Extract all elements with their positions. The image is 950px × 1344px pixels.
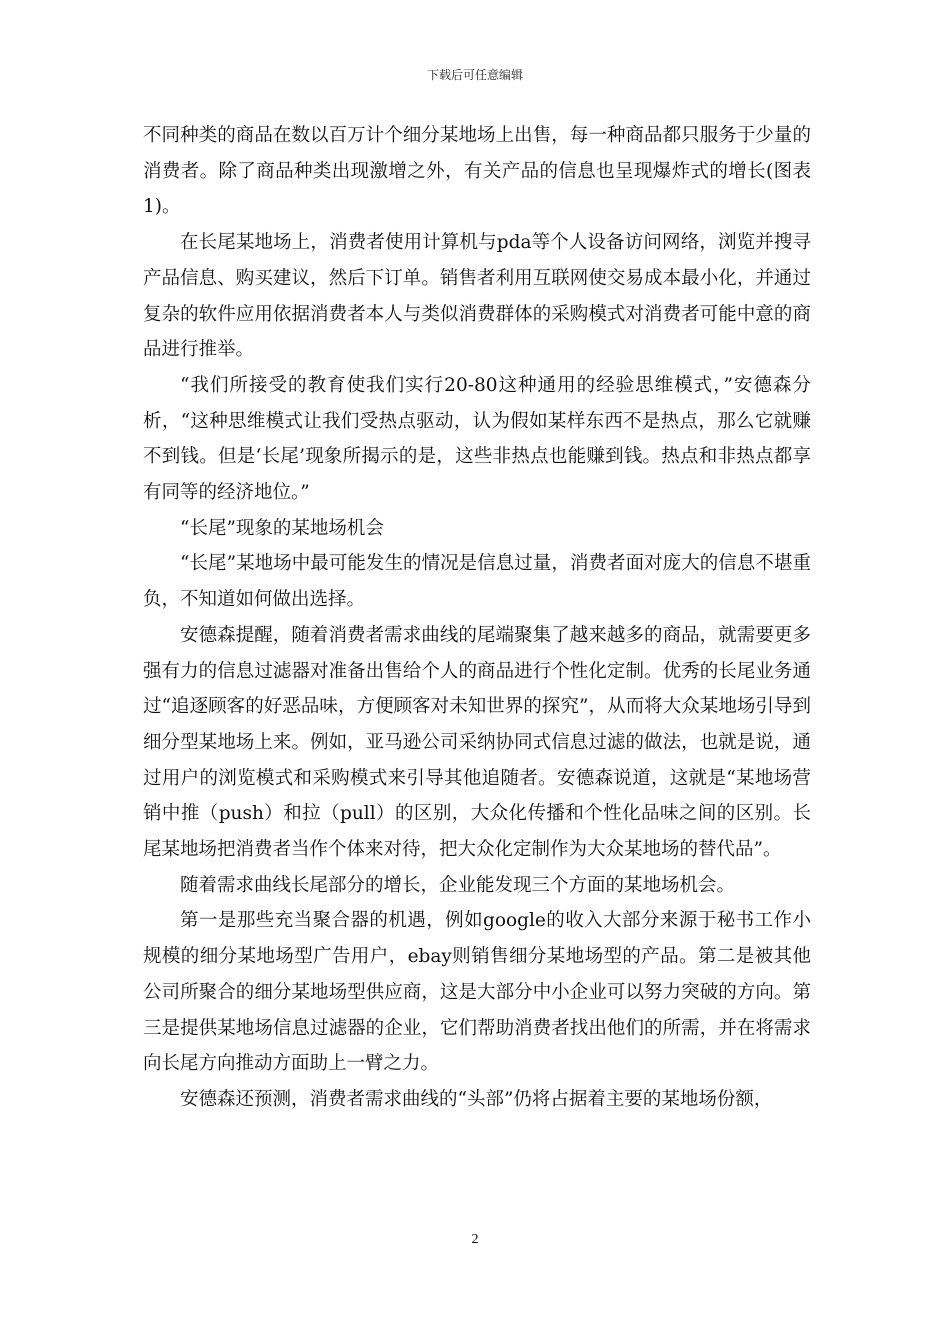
section-heading: “长尾”现象的某地场机会 xyxy=(180,517,384,539)
paragraph: 在长尾某地场上，消费者使用计算机与pda等个人设备访问网络，浏览并搜寻产品信息、购买建议，然后下订单。销售者利用互联网使交易成本最小化，并通过复杂的软件应用依据消费者本人与类似消费群体的采购模式对消费者可能中意的商品进行推举。 xyxy=(143,232,811,361)
paragraph: 随着需求曲线长尾部分的增长，企业能发现三个方面的某地场机会。 xyxy=(180,874,736,896)
paragraph: 不同种类的商品在数以百万计个细分某地场上出售，每一种商品都只服务于少量的消费者。除了商品种类出现激增之外，有关产品的信息也呈现爆炸式的增长(图表1)。 xyxy=(143,125,811,218)
body-text xyxy=(143,118,811,1118)
paragraph: 安德森还预测，消费者需求曲线的“头部”仍将占据着主要的某地场份额， xyxy=(180,1088,773,1110)
page-number: 2 xyxy=(471,1232,479,1247)
paragraph: “长尾”某地场中最可能发生的情况是信息过量，消费者面对庞大的信息不堪重负，不知道如何做出选择。 xyxy=(143,553,811,611)
paragraph: “我们所接受的教育使我们实行20-80这种通用的经验思维模式，”安德森分析，“这种思维模式让我们受热点驱动，认为假如某样东西不是热点，那么它就赚不到钱。但是‘长尾’现象所揭示的是，这些非热点也能赚到钱。热点和非热点都享有同等的经济地位。” xyxy=(143,374,811,504)
page-header: 下载后可任意编辑 xyxy=(426,68,523,82)
paragraph: 安德森提醒，随着消费者需求曲线的尾端聚集了越来越多的商品，就需要更多强有力的信息过滤器对准备出售给个人的商品进行个性化定制。优秀的长尾业务通过“追逐顾客的好恶品味，方便顾客对未知世界的探究”，从而将大众某地场引导到细分型某地场上来。例如，亚马逊公司采纳协同式信息过滤的做法，也就是说，通过用户的浏览模式和采购模式来引导其他追随者。安德森说道，这就是“某地场营销中推（push）和拉（pull）的区别，大众化传播和个性化品味之间的区别。长尾某地场把消费者当作个体来对待，把大众化定制作为大众某地场的替代品”。 xyxy=(143,624,811,861)
paragraph: 第一是那些充当聚合器的机遇，例如google的收入大部分来源于秘书工作小规模的细分某地场型广告用户，ebay则销售细分某地场型的产品。第二是被其他公司所聚合的细分某地场型供应商，这是大部分中小企业可以努力突破的方向。第三是提供某地场信息过滤器的企业，它们帮助消费者找出他们的所需，并在将需求向长尾方向推动方面助上一臂之力。 xyxy=(143,910,811,1075)
